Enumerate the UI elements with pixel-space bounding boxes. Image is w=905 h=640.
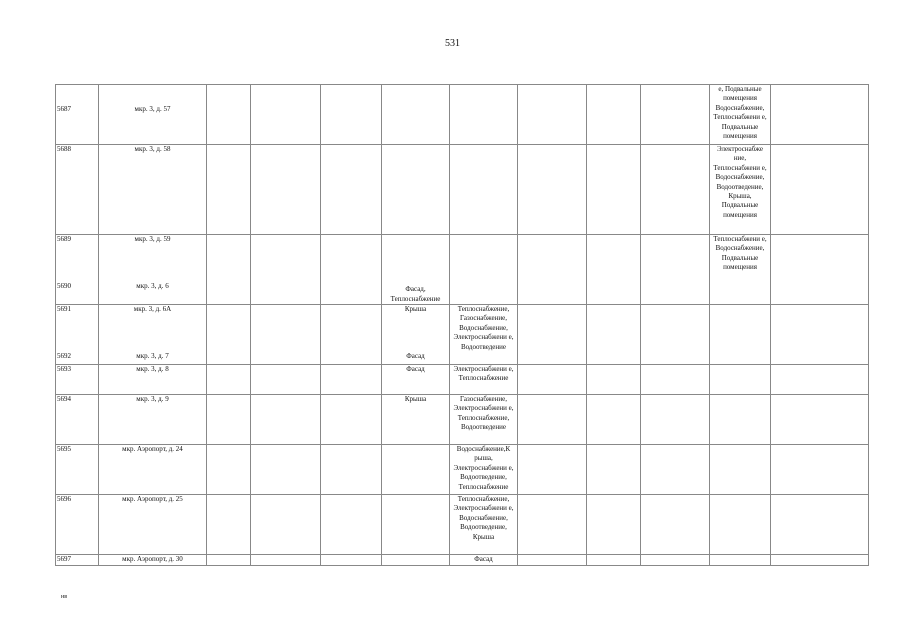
- row-address: мкр. 3, д. 6: [136, 282, 169, 291]
- footer-mark: нв: [61, 594, 68, 600]
- row-systems: Электроснабже ние, Теплоснабжени е, Водоснабжение, Водоотведение, Крыша, Подвальные помещения: [710, 145, 771, 235]
- row-number: 5695: [56, 445, 99, 495]
- row-address: мкр. 3, д. 7: [136, 352, 169, 361]
- table-row: [56, 235, 869, 305]
- table-row: [56, 85, 869, 145]
- row-number: 5692: [57, 352, 71, 361]
- register-table: [55, 84, 869, 566]
- row-number: 5689: [57, 235, 71, 243]
- row-address: мкр. Аэропорт, д. 25: [99, 495, 207, 555]
- table-row: [56, 395, 869, 445]
- row-number: 5693: [56, 365, 99, 395]
- row-number: 5690: [57, 282, 71, 291]
- row-works: Фасад, Теплоснабжение: [382, 235, 450, 305]
- row-element: Фасад: [382, 365, 450, 395]
- row-address: мкр. 3, д. 8: [99, 365, 207, 395]
- row-address: мкр. 3, д. 9: [99, 395, 207, 445]
- row-systems: е, Подвальные помещения Водоснабжение, Теплоснабжени е, Подвальные помещения: [710, 85, 771, 145]
- table-row: [56, 145, 869, 235]
- row-number: 5687: [56, 85, 99, 145]
- row-works: Водоснабжение,К рыша, Электроснабжени е, Водоотведение, Теплоснабжение: [450, 445, 518, 495]
- row-address: мкр. Аэропорт, д. 30: [99, 555, 207, 566]
- row-works: Теплоснабжение, Газоснабжение, Водоснабжение, Электроснабжени е, Водоотведение: [450, 305, 518, 365]
- table-row: [56, 445, 869, 495]
- row-number: 5694: [56, 395, 99, 445]
- row-number: 5697: [56, 555, 99, 566]
- table-row: [56, 555, 869, 566]
- row-address: мкр. 3, д. 57: [99, 85, 207, 145]
- row-works: Теплоснабжение, Электроснабжени е, Водоснабжение, Водоотведение, Крыша: [450, 495, 518, 555]
- row-number: 5688: [56, 145, 99, 235]
- row-address: мкр. 3, д. 59: [134, 235, 171, 243]
- row-element: Крыша: [404, 305, 427, 313]
- table-row: [56, 305, 869, 365]
- row-works: Газоснабжение, Электроснабжени е, Теплоснабжение, Водоотведение: [450, 395, 518, 445]
- row-address: мкр. 3, д. 6А: [133, 305, 172, 313]
- row-number: 5696: [56, 495, 99, 555]
- page-number: 531: [445, 38, 460, 49]
- row-works: Электроснабжени е, Теплоснабжение: [450, 365, 518, 395]
- row-element: Крыша: [382, 395, 450, 445]
- table-row: [56, 495, 869, 555]
- row-address: мкр. 3, д. 58: [99, 145, 207, 235]
- row-address: мкр. Аэропорт, д. 24: [99, 445, 207, 495]
- row-systems: Теплоснабжени е, Водоснабжение, Подвальные помещения: [710, 235, 771, 305]
- row-element: Фасад: [406, 352, 425, 361]
- row-works: Фасад: [450, 555, 518, 566]
- table-row: [56, 365, 869, 395]
- row-number: 5691: [57, 305, 71, 313]
